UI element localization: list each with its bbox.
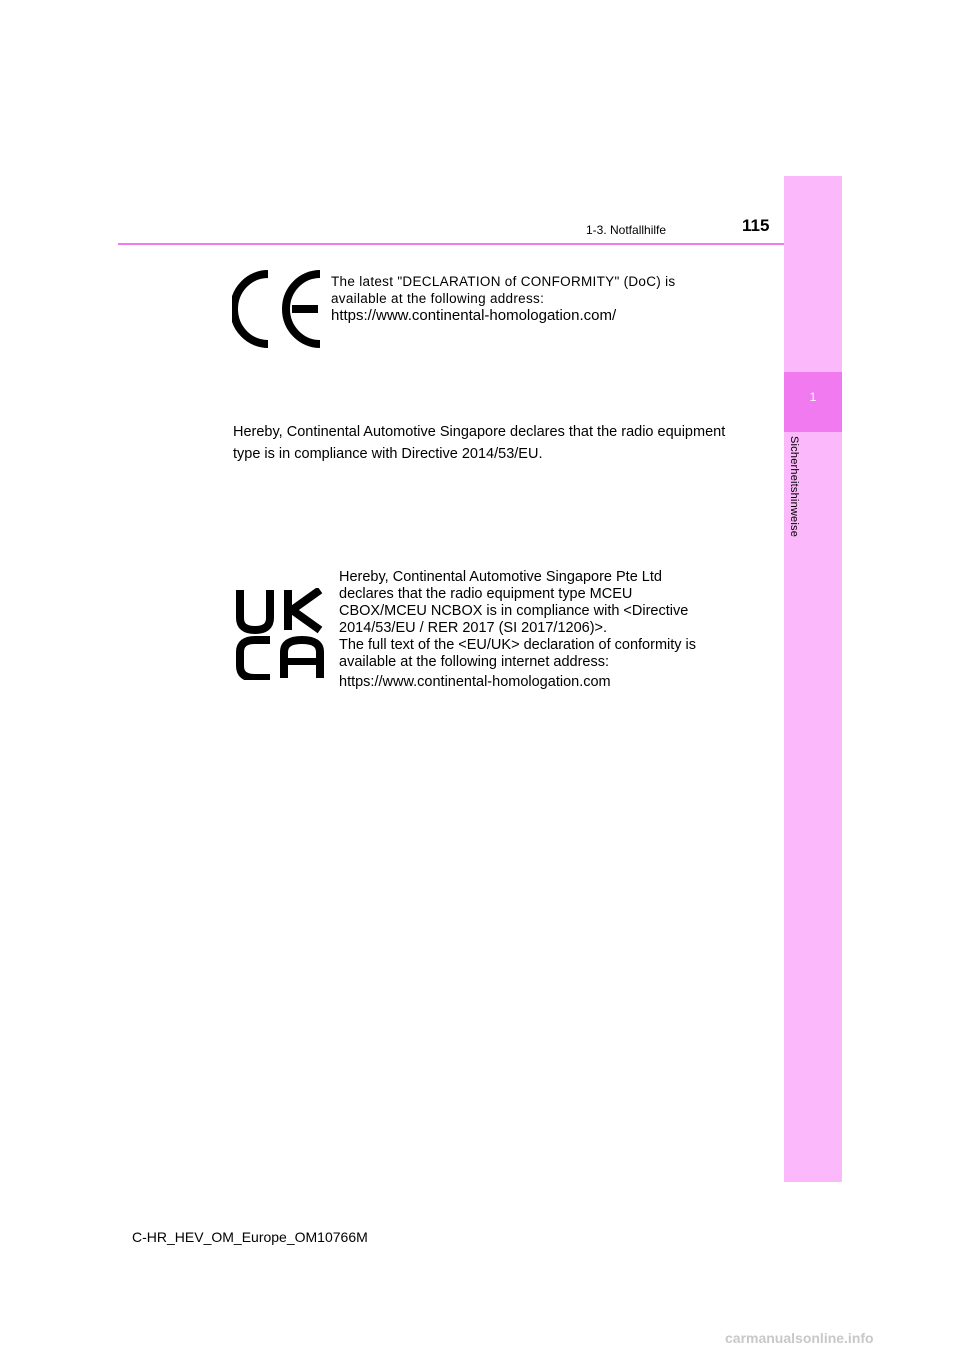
ukca-line: available at the following internet address: — [339, 654, 610, 670]
section-label: 1-3. Notfallhilfe — [586, 223, 667, 237]
ce-doc-text-line1: The latest "DECLARATION of CONFORMITY" (DoC) is — [331, 274, 676, 289]
ukca-url[interactable]: https://www.continental-homologation.com — [339, 674, 611, 690]
chapter-number: 1 — [809, 390, 817, 404]
document-code: C-HR_HEV_OM_Europe_OM10766M — [132, 1229, 368, 1245]
side-tab — [784, 176, 842, 1182]
ukca-line: The full text of the <EU/UK> declaration of conformity is — [339, 637, 697, 653]
page-number: 115 — [742, 216, 770, 235]
ce-doc-url[interactable]: https://www.continental-homologation.com/ — [331, 307, 617, 324]
ukca-mark-logo-icon — [236, 588, 326, 680]
ukca-line: 2014/53/EU / RER 2017 (SI 2017/1206)>. — [339, 620, 608, 636]
eu-declaration-text: Hereby, Continental Automotive Singapore declares that the radio equipment type is in compliance with Directive 2014/53/EU. — [233, 424, 726, 462]
watermark: carmanualsonline.info — [725, 1330, 874, 1346]
ukca-line: CBOX/MCEU NCBOX is in compliance with <Directive — [339, 603, 689, 619]
ukca-declaration-text — [339, 569, 729, 691]
chapter-title: Sicherheitshinweise — [788, 436, 800, 538]
ce-doc-text-line2: available at the following address: — [331, 291, 545, 306]
ce-mark-logo-icon — [232, 270, 324, 348]
ukca-line: Hereby, Continental Automotive Singapore Pte Ltd — [339, 569, 662, 585]
header-rule — [118, 243, 784, 245]
ukca-line: declares that the radio equipment type MCEU — [339, 586, 633, 602]
ce-doc-text — [331, 273, 731, 307]
